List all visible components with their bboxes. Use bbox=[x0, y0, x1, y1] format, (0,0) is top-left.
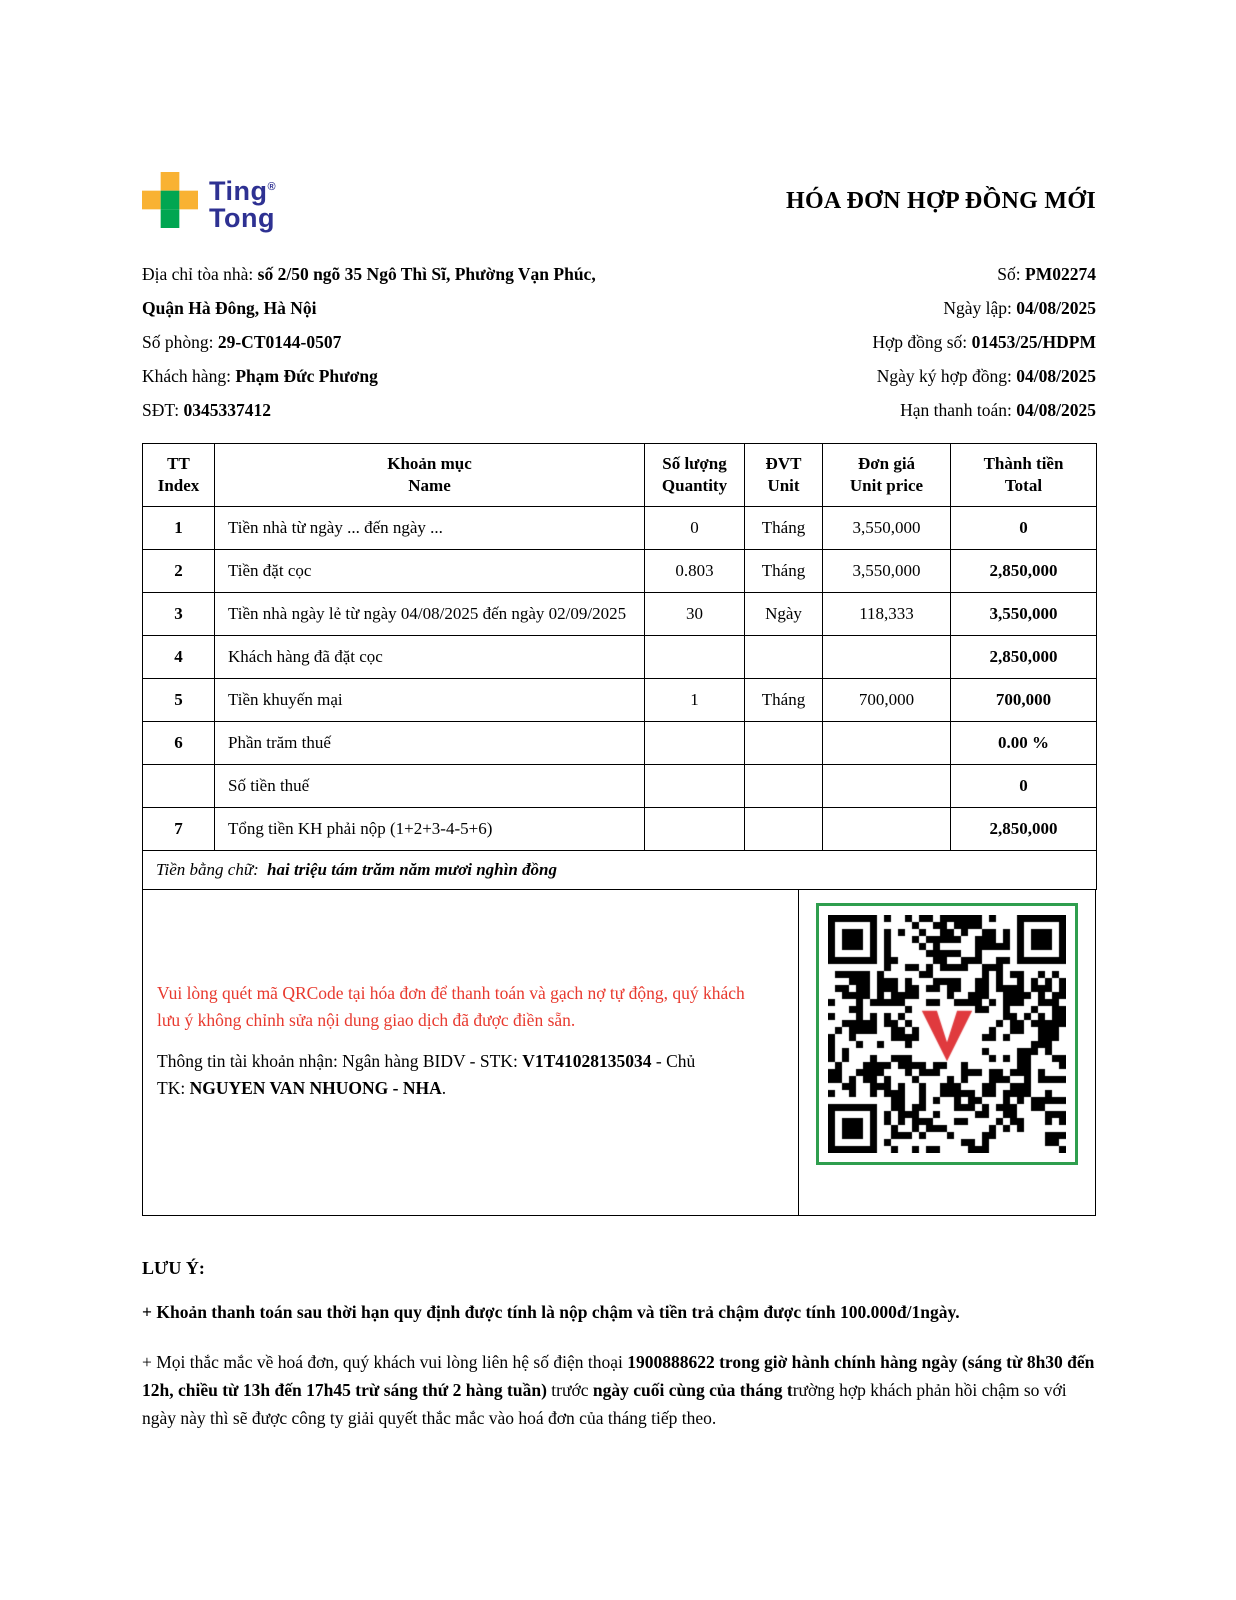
cell-unit: Tháng bbox=[745, 550, 823, 593]
col-header-total: Thành tiền Total bbox=[951, 444, 1097, 507]
notes-section bbox=[142, 1258, 1096, 1432]
bank-account-info bbox=[157, 1048, 717, 1102]
customer-name-value: Phạm Đức Phương bbox=[235, 366, 378, 386]
cell-unit: Tháng bbox=[745, 679, 823, 722]
due-date-value: 04/08/2025 bbox=[1016, 400, 1096, 420]
hotline-number: 1900888622 trong giờ hành chính hàng ngày (sáng từ 8h30 đến 12h, chiều từ 13h đến 17h45 trừ sáng thứ 2 hàng tuần) bbox=[142, 1352, 1095, 1400]
col-header-name: Khoản mục Name bbox=[215, 444, 645, 507]
phone-value: 0345337412 bbox=[183, 400, 271, 420]
registered-mark: ® bbox=[267, 180, 277, 193]
col-header-unit: ĐVT Unit bbox=[745, 444, 823, 507]
hotline-note bbox=[142, 1348, 1096, 1432]
qr-area bbox=[799, 890, 1095, 1215]
customer-name-line bbox=[142, 359, 596, 393]
cell-quantity: 0 bbox=[645, 507, 745, 550]
cell-index bbox=[143, 765, 215, 808]
logo-word-ting: Ting bbox=[209, 175, 268, 206]
table-header-row bbox=[143, 444, 1097, 507]
room-number-value: 29-CT0144-0507 bbox=[217, 332, 342, 352]
cell-unit-price: 3,550,000 bbox=[823, 507, 951, 550]
contract-number-value: 01453/25/HDPM bbox=[971, 332, 1096, 352]
cell-name: Phần trăm thuế bbox=[215, 722, 645, 765]
table-row bbox=[143, 550, 1097, 593]
table-row bbox=[143, 636, 1097, 679]
issue-date-line bbox=[872, 291, 1096, 325]
cell-name: Số tiền thuế bbox=[215, 765, 645, 808]
cell-quantity: 0.803 bbox=[645, 550, 745, 593]
invoice-number-value: PM02274 bbox=[1025, 264, 1096, 284]
amount-in-words-value: hai triệu tám trăm năm mươi nghìn đồng bbox=[267, 860, 557, 879]
building-address-line bbox=[142, 257, 596, 291]
cell-unit bbox=[745, 765, 823, 808]
table-row bbox=[143, 593, 1097, 636]
cell-total: 2,850,000 bbox=[951, 808, 1097, 851]
cell-quantity bbox=[645, 765, 745, 808]
due-date-line bbox=[872, 393, 1096, 427]
cell-index: 2 bbox=[143, 550, 215, 593]
header bbox=[142, 172, 1096, 233]
payment-instructions bbox=[143, 890, 799, 1215]
contract-sign-date-label: Ngày ký hợp đồng: bbox=[876, 366, 1017, 386]
late-payment-note: + Khoản thanh toán sau thời hạn quy định được tính là nộp chậm và tiền trả chậm được tính 100.000đ/1ngày. bbox=[142, 1302, 960, 1322]
tingtong-logo bbox=[142, 172, 276, 233]
col-header-index: TT Index bbox=[143, 444, 215, 507]
cell-name: Tổng tiền KH phải nộp (1+2+3-4-5+6) bbox=[215, 808, 645, 851]
col-header-unit-price: Đơn giá Unit price bbox=[823, 444, 951, 507]
account-text: Thông tin tài khoản nhận: Ngân hàng BIDV - STK: bbox=[157, 1051, 523, 1071]
qr-code-image bbox=[828, 915, 1066, 1153]
phone-line bbox=[142, 393, 596, 427]
cell-unit bbox=[745, 808, 823, 851]
note-text: rường hợp khách phản hồi chậm so với ngày này thì sẽ được công ty giải quyết thắc mắc vào hoá đơn của tháng tiếp theo. bbox=[142, 1380, 1067, 1428]
room-number-label: Số phòng: bbox=[142, 332, 218, 352]
issue-date-value: 04/08/2025 bbox=[1016, 298, 1096, 318]
cell-total: 0 bbox=[951, 507, 1097, 550]
cell-quantity bbox=[645, 636, 745, 679]
invoice-number-line bbox=[872, 257, 1096, 291]
cell-name: Khách hàng đã đặt cọc bbox=[215, 636, 645, 679]
note-text: + Mọi thắc mắc về hoá đơn, quý khách vui lòng liên hệ số điện thoại bbox=[142, 1352, 628, 1372]
room-number-line bbox=[142, 325, 596, 359]
qr-frame bbox=[816, 903, 1078, 1165]
account-text: - Chủ TK: bbox=[157, 1051, 696, 1098]
cell-quantity bbox=[645, 808, 745, 851]
invoice-title: HÓA ĐƠN HỢP ĐỒNG MỚI bbox=[785, 188, 1096, 214]
account-holder: NGUYEN VAN NHUONG - NHA bbox=[189, 1078, 442, 1098]
cell-unit: Ngày bbox=[745, 593, 823, 636]
building-address-line-2 bbox=[142, 291, 596, 325]
cell-unit-price: 3,550,000 bbox=[823, 550, 951, 593]
qr-warning-text: Vui lòng quét mã QRCode tại hóa đơn để thanh toán và gạch nợ tự động, quý khách lưu ý không chỉnh sửa nội dung giao dịch đã được điền sẵn. bbox=[157, 983, 745, 1030]
cell-index: 4 bbox=[143, 636, 215, 679]
cell-unit-price bbox=[823, 765, 951, 808]
cell-index: 3 bbox=[143, 593, 215, 636]
table-row bbox=[143, 507, 1097, 550]
building-address-label: Địa chỉ tòa nhà: bbox=[142, 264, 258, 284]
notes-heading: LƯU Ý: bbox=[142, 1258, 205, 1278]
payment-section bbox=[142, 890, 1096, 1216]
cell-total: 0.00 % bbox=[951, 722, 1097, 765]
table-row bbox=[143, 722, 1097, 765]
col-header-quantity: Số lượng Quantity bbox=[645, 444, 745, 507]
building-address-value-2: Quận Hà Đông, Hà Nội bbox=[142, 298, 317, 318]
cell-total: 3,550,000 bbox=[951, 593, 1097, 636]
invoice-number-label: Số: bbox=[997, 264, 1026, 284]
invoice-info bbox=[142, 257, 1096, 427]
cell-total: 700,000 bbox=[951, 679, 1097, 722]
cell-name: Tiền đặt cọc bbox=[215, 550, 645, 593]
cell-unit-price bbox=[823, 808, 951, 851]
customer-info bbox=[142, 257, 596, 427]
account-number: V1T41028135034 bbox=[522, 1051, 652, 1071]
cell-index: 7 bbox=[143, 808, 215, 851]
cell-index: 5 bbox=[143, 679, 215, 722]
cell-unit: Tháng bbox=[745, 507, 823, 550]
amount-in-words-row bbox=[143, 851, 1097, 890]
tingtong-plus-icon bbox=[142, 172, 198, 233]
cell-unit-price bbox=[823, 722, 951, 765]
invoice-table bbox=[142, 443, 1097, 890]
note-text: trước bbox=[546, 1380, 593, 1400]
cell-quantity: 1 bbox=[645, 679, 745, 722]
tingtong-wordmark bbox=[209, 174, 276, 232]
cell-unit-price: 700,000 bbox=[823, 679, 951, 722]
table-row bbox=[143, 808, 1097, 851]
contract-number-line bbox=[872, 325, 1096, 359]
cell-unit bbox=[745, 636, 823, 679]
invoice-meta bbox=[872, 257, 1096, 427]
due-date-label: Hạn thanh toán: bbox=[900, 400, 1017, 420]
building-address-value: số 2/50 ngõ 35 Ngô Thì Sĩ, Phường Vạn Phúc, bbox=[257, 264, 596, 284]
cell-quantity: 30 bbox=[645, 593, 745, 636]
cell-quantity bbox=[645, 722, 745, 765]
table-row bbox=[143, 679, 1097, 722]
cell-unit-price bbox=[823, 636, 951, 679]
issue-date-label: Ngày lập: bbox=[943, 298, 1017, 318]
amount-in-words bbox=[143, 851, 1097, 890]
customer-name-label: Khách hàng: bbox=[142, 366, 236, 386]
logo-word-tong: Tong bbox=[209, 202, 275, 233]
cell-total: 2,850,000 bbox=[951, 636, 1097, 679]
cell-index: 6 bbox=[143, 722, 215, 765]
cell-unit-price: 118,333 bbox=[823, 593, 951, 636]
cell-name: Tiền nhà từ ngày ... đến ngày ... bbox=[215, 507, 645, 550]
cell-name: Tiền khuyến mại bbox=[215, 679, 645, 722]
account-text: . bbox=[441, 1078, 447, 1098]
contract-sign-date-value: 04/08/2025 bbox=[1016, 366, 1096, 386]
cell-index: 1 bbox=[143, 507, 215, 550]
contract-sign-date-line bbox=[872, 359, 1096, 393]
phone-label: SĐT: bbox=[142, 400, 184, 420]
contract-number-label: Hợp đồng số: bbox=[872, 332, 972, 352]
table-row bbox=[143, 765, 1097, 808]
cell-total: 2,850,000 bbox=[951, 550, 1097, 593]
cell-unit bbox=[745, 722, 823, 765]
amount-in-words-label: Tiền bằng chữ: bbox=[156, 860, 264, 879]
note-deadline: ngày cuối cùng của tháng t bbox=[592, 1380, 793, 1400]
cell-name: Tiền nhà ngày lẻ từ ngày 04/08/2025 đến ngày 02/09/2025 bbox=[215, 593, 645, 636]
cell-total: 0 bbox=[951, 765, 1097, 808]
